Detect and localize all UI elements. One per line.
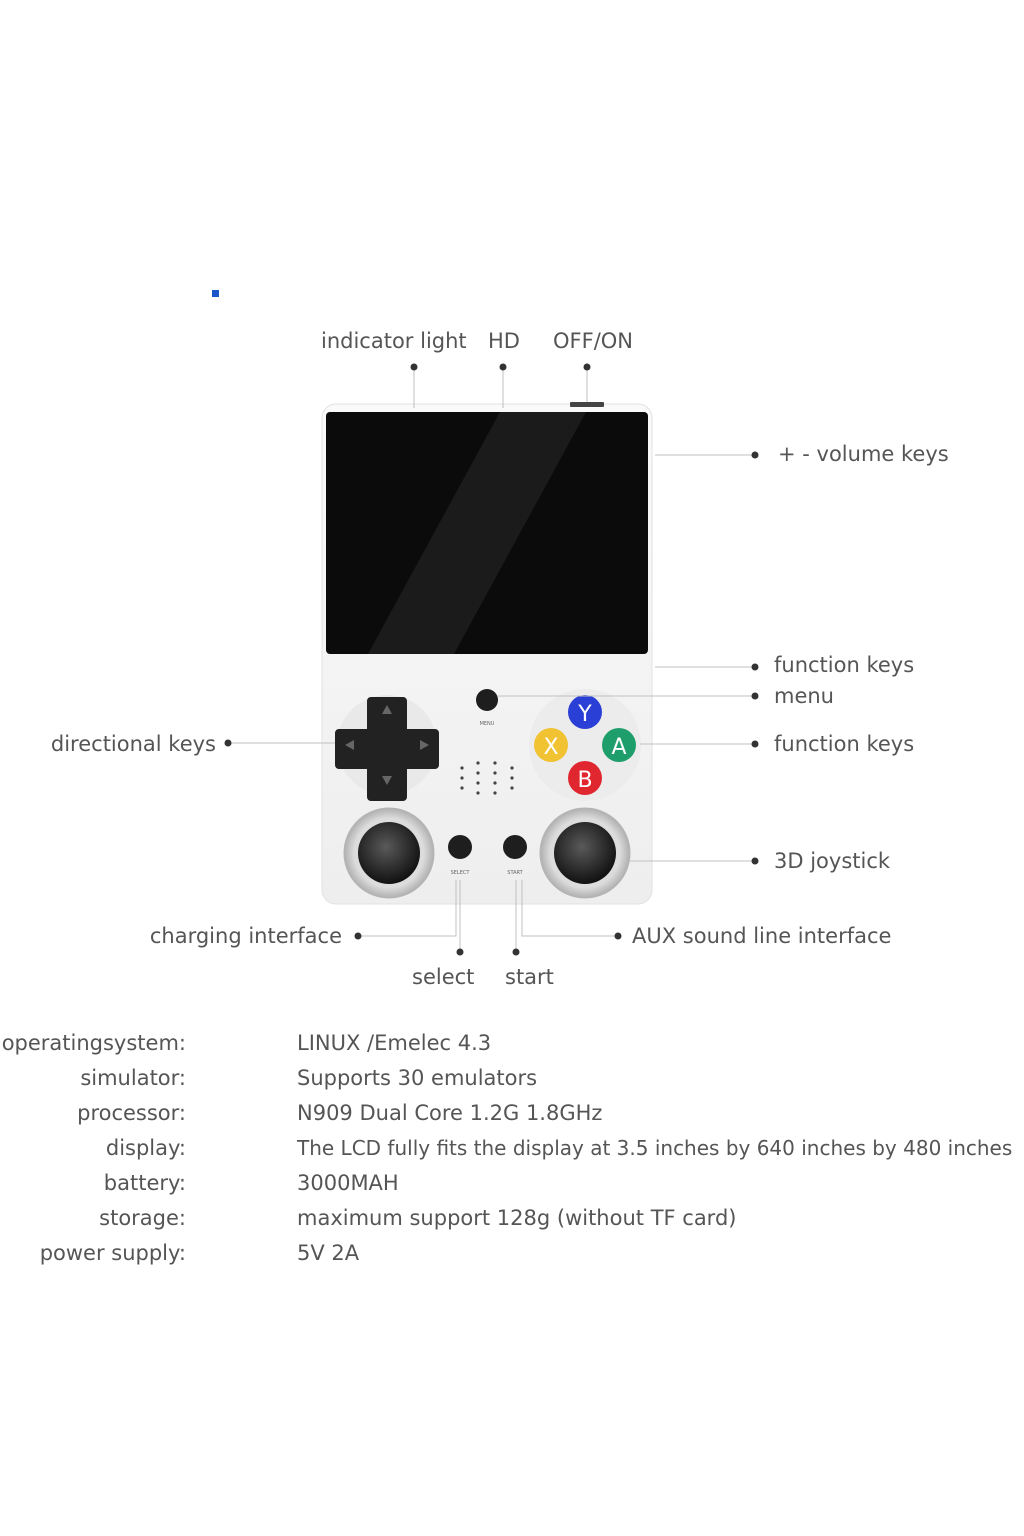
callout-directional-keys: directional keys	[50, 732, 216, 756]
spec-key: power supply:	[39, 1241, 186, 1265]
spec-key: storage:	[99, 1206, 186, 1230]
start-button	[503, 835, 527, 859]
select-button	[448, 835, 472, 859]
spec-key: operatingsystem:	[1, 1031, 186, 1055]
spec-value: LINUX /Emelec 4.3	[297, 1031, 492, 1055]
spec-value: N909 Dual Core 1.2G 1.8GHz	[297, 1101, 603, 1125]
spec-value: Supports 30 emulators	[297, 1066, 538, 1090]
spec-key: battery:	[103, 1171, 186, 1195]
start-print: START	[507, 870, 523, 876]
callout-start: start	[505, 965, 554, 989]
b-button-label: B	[577, 768, 593, 793]
callout-indicator-light: indicator light	[321, 329, 467, 353]
power-switch	[570, 402, 604, 407]
spec-key: display:	[105, 1136, 186, 1160]
spec-key: simulator:	[80, 1066, 186, 1090]
y-button-label: Y	[578, 702, 592, 727]
callout-hd: HD	[488, 329, 520, 353]
left-joystick	[358, 822, 420, 884]
callout-select: select	[412, 965, 475, 989]
callout-charging-interface: charging interface	[149, 924, 342, 948]
callout-volume-keys: + - volume keys	[778, 442, 949, 466]
callout-off-on: OFF/ON	[553, 329, 634, 353]
callout-function-keys-top: function keys	[774, 653, 915, 677]
right-joystick	[554, 822, 616, 884]
x-button-label: X	[543, 735, 559, 760]
spec-value: 3000MAH	[297, 1171, 399, 1195]
select-print: SELECT	[450, 870, 470, 876]
callout-aux-interface: AUX sound line interface	[632, 924, 892, 948]
menu-button	[476, 689, 498, 711]
spec-value: 5V 2A	[297, 1241, 360, 1265]
spec-value: The LCD fully fits the display at 3.5 inches by 640 inches by 480 inches	[297, 1136, 1013, 1160]
callout-function-keys-mid: function keys	[774, 732, 915, 756]
spec-key: processor:	[77, 1101, 186, 1125]
callout-3d-joystick: 3D joystick	[774, 849, 891, 873]
callout-menu: menu	[774, 684, 834, 708]
spec-value: maximum support 128g (without TF card)	[297, 1206, 737, 1230]
a-button-label: A	[611, 735, 627, 760]
menu-print: MENU	[479, 721, 495, 727]
